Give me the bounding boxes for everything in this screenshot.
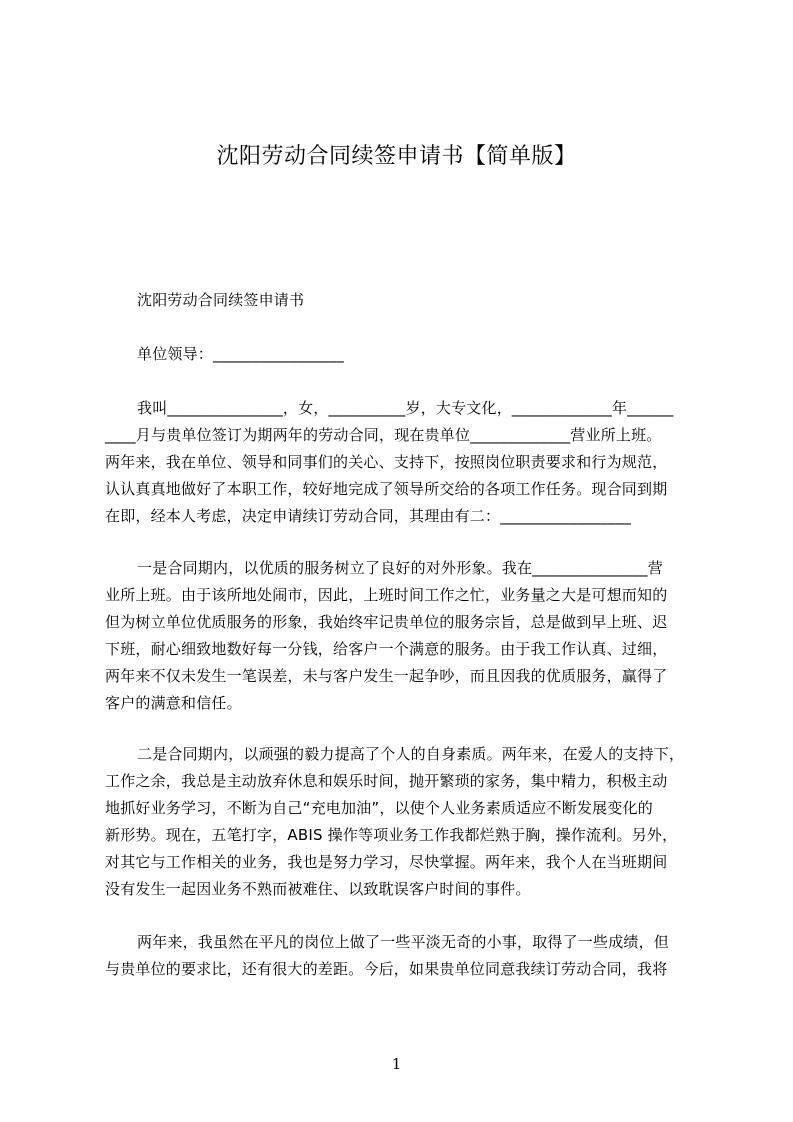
paragraph-line: 认认真真地做好了本职工作，较好地完成了领导所交给的各项工作任务。现合同到期	[105, 480, 668, 498]
paragraph-line: 两年来不仅未发生一笔误差，未与客户发生一起争吵，而且因我的优质服务，赢得了	[105, 667, 668, 685]
salutation-line: 单位领导：_________________	[137, 345, 344, 363]
page-number: 1	[391, 1055, 402, 1073]
paragraph-line: 下班，耐心细致地数好每一分钱，给客户一个满意的服务。由于我工作认真、过细，	[105, 640, 668, 658]
paragraph-line: 二是合同期内，以顽强的毅力提高了个人的自身素质。两年来，在爱人的支持下，	[137, 745, 685, 763]
paragraph-line: 业所上班。由于该所地处闹市，因此，上班时间工作之忙，业务量之大是可想而知的	[105, 586, 668, 604]
paragraph-line: 新形势。现在，五笔打字，ABIS 操作等项业务工作我都烂熟于胸，操作流利。另外，	[105, 826, 678, 844]
paragraph-line: 我叫_______________，女，__________岁，大专文化，_____________年______	[137, 399, 674, 417]
paragraph-line: 在即，经本人考虑，决定申请续订劳动合同，其理由有二：_________________	[105, 507, 632, 525]
paragraph-line: 地抓好业务学习，不断为自己“充电加油”，以使个人业务素质适应不断发展变化的	[105, 799, 653, 817]
paragraph-line: ____月与贵单位签订为期两年的劳动合同，现在贵单位_____________营业所上班。	[105, 426, 662, 444]
document-title: 沈阳劳动合同续签申请书【简单版】	[216, 144, 577, 169]
paragraph-line: 两年来，我虽然在平凡的岗位上做了一些平淡无奇的小事，取得了一些成绩，但	[137, 933, 670, 951]
paragraph-line: 两年来，我在单位、领导和同事们的关心、支持下，按照岗位职责要求和行为规范，	[105, 453, 668, 471]
paragraph-line: 工作之余，我总是主动放弃休息和娱乐时间，抛开繁琐的家务，集中精力，积极主动	[105, 772, 668, 790]
paragraph-line: 没有发生一起因业务不熟而被难住、以致耽误客户时间的事件。	[105, 880, 531, 898]
paragraph-line: 与贵单位的要求比，还有很大的差距。今后，如果贵单位同意我续订劳动合同，我将	[105, 960, 668, 978]
paragraph-line: 但为树立单位优质服务的形象，我始终牢记贵单位的服务宗旨，总是做到早上班、迟	[105, 613, 668, 631]
section-heading: 沈阳劳动合同续签申请书	[137, 291, 305, 309]
paragraph-line: 客户的满意和信任。	[105, 694, 242, 712]
paragraph-line: 一是合同期内，以优质的服务树立了良好的对外形象。我在_______________营	[137, 559, 663, 577]
paragraph-line: 对其它与工作相关的业务，我也是努力学习，尽快掌握。两年来，我个人在当班期间	[105, 853, 668, 871]
